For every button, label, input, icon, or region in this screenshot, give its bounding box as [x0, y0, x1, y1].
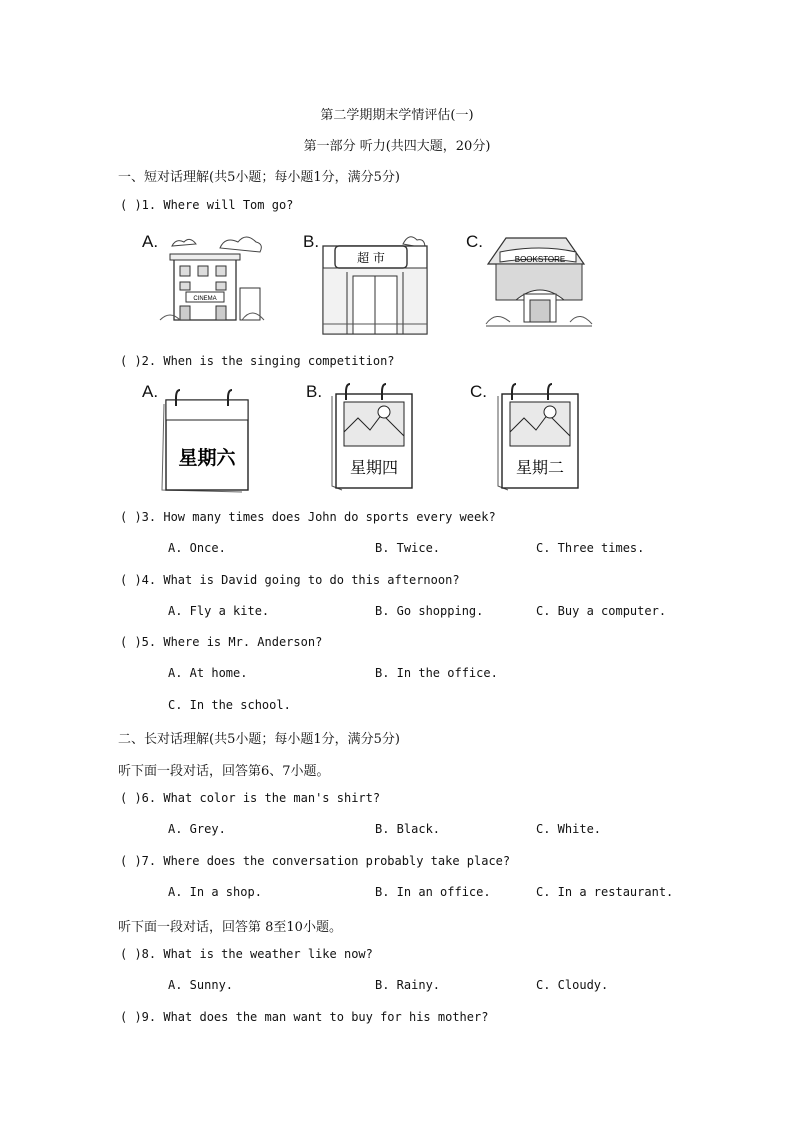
q6-option-b: B. Black. [375, 822, 441, 836]
question-3: ( )3. How many times does John do sports every week? [120, 510, 496, 524]
cinema-building-image [160, 228, 265, 328]
bookstore-image [486, 228, 592, 330]
question-6: ( )6. What color is the man's shirt? [120, 791, 381, 805]
q8-option-c: C. Cloudy. [536, 978, 609, 992]
q2-label-c: C. [470, 382, 487, 401]
q4-option-c: C. Buy a computer. [536, 604, 667, 618]
q4-option-a: A. Fly a kite. [168, 604, 270, 618]
q6-option-c: C. White. [536, 822, 602, 836]
q2-label-a: A. [142, 382, 159, 401]
q5-option-c: C. In the school. [168, 698, 291, 712]
supermarket-sign: 超 市 [357, 251, 385, 265]
section-heading-1: 一、短对话理解(共5小题；每小题1分，满分5分) [118, 170, 400, 185]
question-4: ( )4. What is David going to do this afternoon? [120, 573, 460, 587]
q1-label-b: B. [303, 232, 320, 251]
calendar-day-a: 星期六 [178, 447, 236, 469]
q8-option-a: A. Sunny. [168, 978, 234, 992]
question-9: ( )9. What does the man want to buy for his mother? [120, 1010, 489, 1024]
exam-title: 第二学期期末学情评估(一) [320, 108, 474, 123]
q3-option-b: B. Twice. [375, 541, 441, 555]
q5-option-a: A. At home. [168, 666, 248, 680]
calendar-saturday-image [160, 382, 250, 494]
q1-label-c: C. [466, 232, 483, 251]
q1-label-a: A. [142, 232, 159, 251]
calendar-thursday-image [328, 380, 418, 495]
supermarket-image [323, 232, 428, 335]
q4-option-b: B. Go shopping. [375, 604, 484, 618]
question-5: ( )5. Where is Mr. Anderson? [120, 635, 323, 649]
section-heading-2: 二、长对话理解(共5小题；每小题1分，满分5分) [118, 732, 400, 747]
q2-label-b: B. [306, 382, 323, 401]
calendar-tuesday-image [494, 380, 584, 495]
q6-option-a: A. Grey. [168, 822, 226, 836]
q7-option-b: B. In an office. [375, 885, 491, 899]
q3-option-c: C. Three times. [536, 541, 645, 555]
question-7: ( )7. Where does the conversation probably take place? [120, 854, 511, 868]
instruction-1: 听下面一段对话，回答第6、7小题。 [118, 764, 330, 779]
q7-option-c: C. In a restaurant. [536, 885, 674, 899]
bookstore-sign: BOOKSTORE [514, 255, 566, 264]
question-1: ( )1. Where will Tom go? [120, 198, 294, 212]
q7-option-a: A. In a shop. [168, 885, 262, 899]
calendar-day-c: 星期二 [515, 458, 565, 477]
cinema-sign: CINEMA [193, 296, 217, 302]
instruction-2: 听下面一段对话，回答第 8至10小题。 [118, 920, 342, 935]
q5-option-b: B. In the office. [375, 666, 498, 680]
q8-option-b: B. Rainy. [375, 978, 441, 992]
part-title: 第一部分 听力(共四大题，20分) [303, 139, 491, 154]
q3-option-a: A. Once. [168, 541, 226, 555]
question-8: ( )8. What is the weather like now? [120, 947, 373, 961]
calendar-day-b: 星期四 [349, 458, 399, 477]
question-2: ( )2. When is the singing competition? [120, 354, 395, 368]
